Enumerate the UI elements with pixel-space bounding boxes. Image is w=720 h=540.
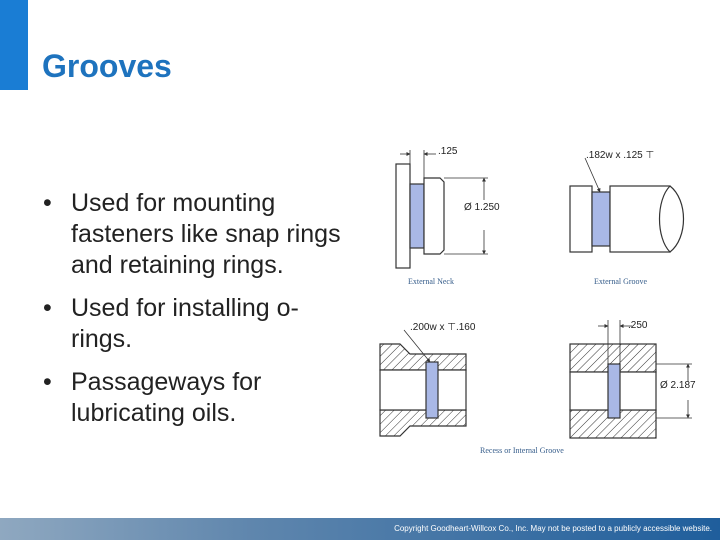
neck-width-dimension: .125	[438, 146, 458, 157]
internal-groove-left-dimension: .200w x ⊤.160	[410, 322, 476, 333]
internal-groove-diameter-dimension: Ø 2.187	[660, 380, 696, 391]
bullet-item: • Passageways for lubricating oils.	[40, 367, 350, 429]
copyright-text: Copyright Goodheart-Willcox Co., Inc. May not be posted to a publicly accessible website.	[394, 524, 712, 533]
bullet-list	[40, 188, 350, 441]
external-groove-caption: External Groove	[594, 277, 648, 286]
internal-groove-right-drawing	[570, 320, 692, 438]
header-accent-bar	[0, 0, 28, 90]
slide-title: Grooves	[42, 48, 172, 84]
external-groove-drawing	[570, 158, 684, 252]
internal-groove-left-drawing	[380, 330, 466, 436]
internal-groove-caption: Recess or Internal Groove	[480, 446, 564, 455]
bullet-item: • Used for mounting fasteners like snap rings and retaining rings.	[40, 188, 350, 281]
neck-diameter-dimension: Ø 1.250	[464, 202, 500, 213]
slide-footer	[0, 518, 720, 540]
groove-dimension: .182w x .125 ⊤	[586, 150, 655, 161]
internal-groove-width-dimension: .250	[628, 320, 648, 331]
external-neck-caption: External Neck	[408, 277, 454, 286]
bullet-item: • Used for installing o-rings.	[40, 293, 350, 355]
groove-diagram	[360, 130, 720, 470]
slide-header	[0, 0, 720, 90]
